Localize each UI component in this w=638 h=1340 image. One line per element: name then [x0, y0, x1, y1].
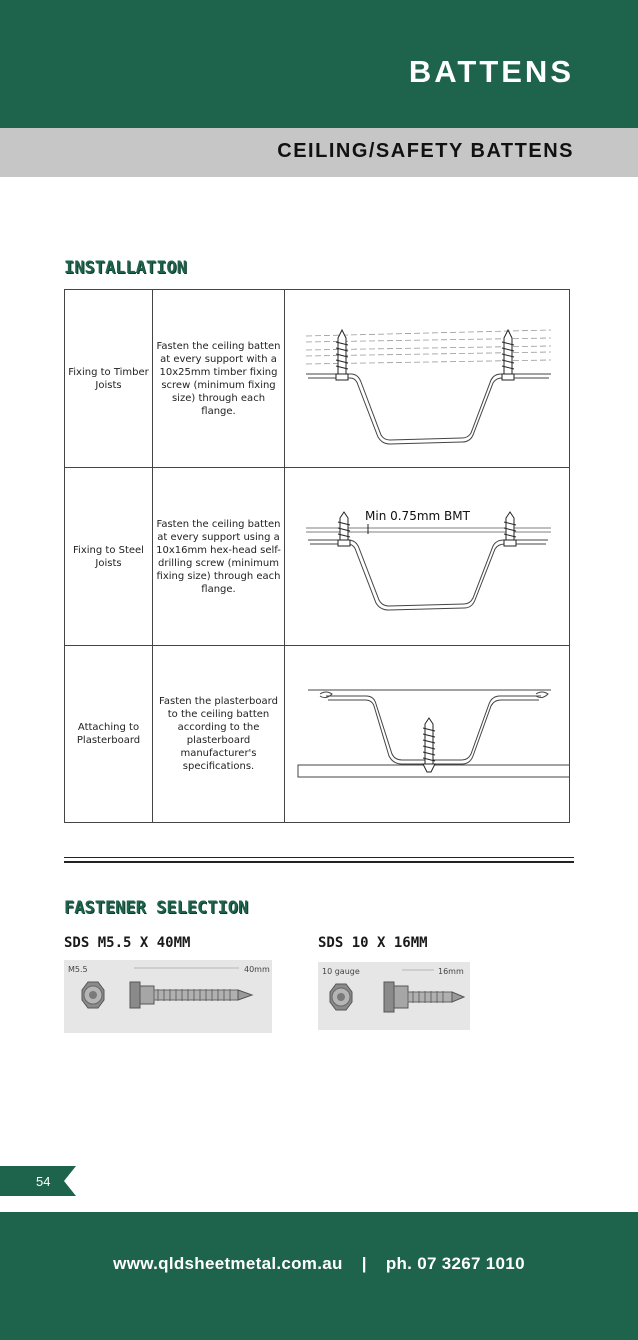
divider-line	[64, 861, 574, 863]
table-row	[65, 468, 570, 646]
length-label: 16mm	[438, 967, 464, 976]
timber-joist-diagram	[285, 290, 570, 468]
website-link[interactable]: www.qldsheetmetal.com.au	[113, 1254, 343, 1273]
diagram-label: Min 0.75mm BMT	[365, 509, 470, 523]
fastener-name: SDS M5.5 X 40MM	[64, 935, 191, 951]
fastener-name: SDS 10 X 16MM	[318, 935, 428, 951]
table-row	[65, 646, 570, 823]
page-number: 54	[36, 1174, 51, 1189]
footer-banner	[0, 1212, 638, 1340]
footer-contact	[0, 1254, 638, 1274]
description-cell: Fasten the plasterboard to the ceiling batten according to the plasterboard manufacturer's specifications.	[153, 646, 285, 823]
page-subtitle: CEILING/SAFETY BATTENS	[277, 140, 574, 162]
screw-10g-photo	[318, 962, 470, 1030]
installation-heading: INSTALLATION	[64, 258, 187, 278]
length-label: 40mm	[244, 965, 270, 974]
screw-m5-photo	[64, 960, 272, 1033]
gauge-label: M5.5	[68, 965, 88, 974]
fastener-heading: FASTENER SELECTION	[64, 898, 249, 918]
steel-joist-diagram	[285, 468, 570, 646]
page-title: BATTENS	[408, 54, 574, 89]
phone-number[interactable]: ph. 07 3267 1010	[385, 1254, 525, 1273]
method-cell: Fixing to Timber Joists	[65, 290, 153, 468]
footer-separator: |	[361, 1254, 367, 1273]
method-cell: Attaching to Plasterboard	[65, 646, 153, 823]
divider-line	[64, 857, 574, 858]
plasterboard-diagram	[285, 646, 570, 823]
method-cell: Fixing to Steel Joists	[65, 468, 153, 646]
description-cell: Fasten the ceiling batten at every support using a 10x16mm hex-head self-drilling screw (minimum fixing size) through each flange.	[153, 468, 285, 646]
table-row	[65, 290, 570, 468]
description-cell: Fasten the ceiling batten at every support with a 10x25mm timber fixing screw (minimum fixing size) through each flange.	[153, 290, 285, 468]
installation-table	[64, 289, 570, 823]
gauge-label: 10 gauge	[322, 967, 360, 976]
header-banner	[0, 0, 638, 128]
subheader-band	[0, 128, 638, 177]
